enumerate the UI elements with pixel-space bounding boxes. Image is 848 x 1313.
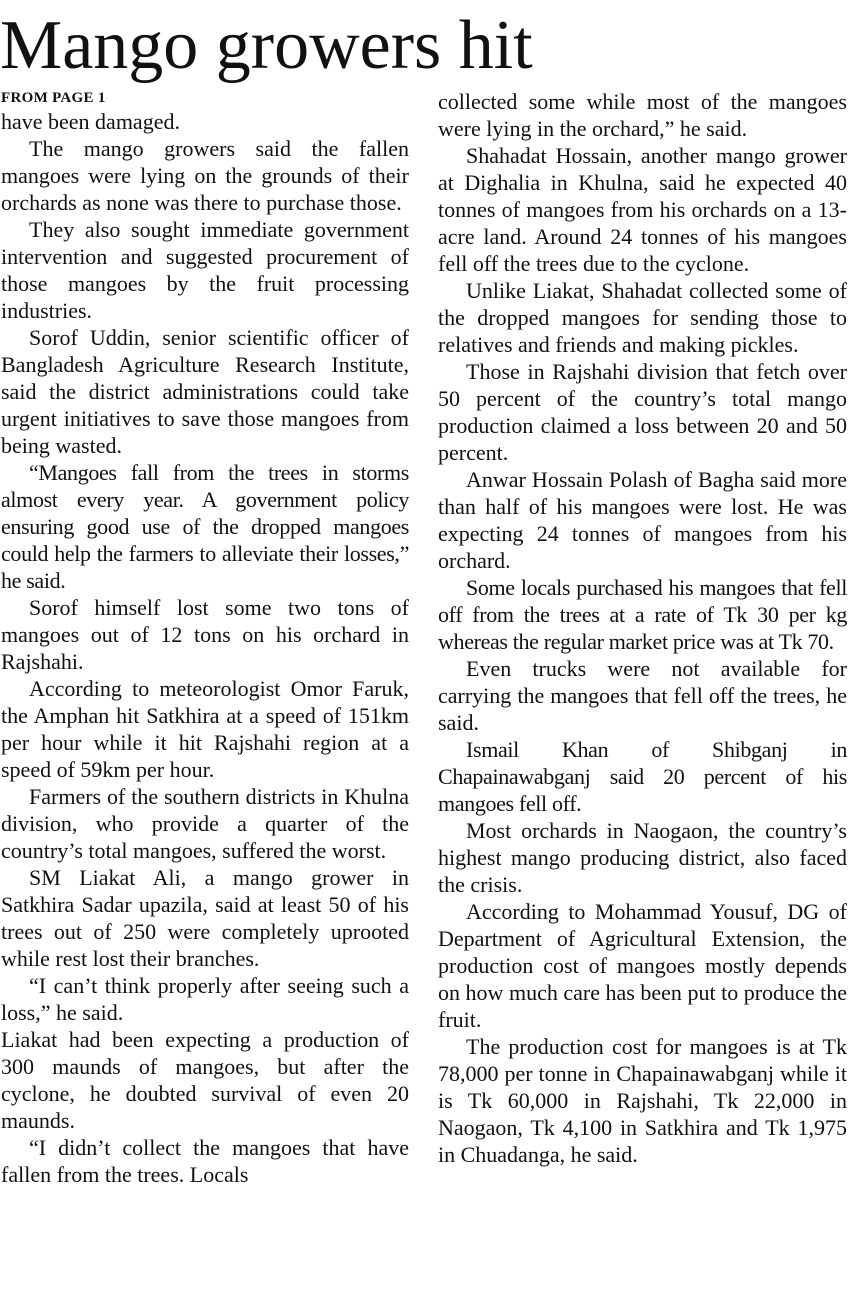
paragraph: have been damaged. xyxy=(1,109,180,134)
paragraph: Even trucks were not available for carrying the mangoes that fell off the trees, he said. xyxy=(438,656,847,735)
paragraph: The mango growers said the fallen mangoes were lying on the grounds of their orchards as none was there to purchase those. xyxy=(1,136,409,215)
paragraph: Most orchards in Naogaon, the country’s highest mango producing district, also faced the crisis. xyxy=(438,818,847,897)
paragraph: Sorof Uddin, senior scientific officer of Bangladesh Agriculture Research Institute, said the district administrations could take urgent initiatives to save those mangoes from being wasted. xyxy=(1,325,409,458)
paragraph: Unlike Liakat, Shahadat collected some of the dropped mangoes for sending those to relatives and friends and making pickles. xyxy=(438,278,847,357)
paragraph: SM Liakat Ali, a mango grower in Satkhira Sadar upazila, said at least 50 of his trees out of 250 were completely uprooted while rest lost their branches. xyxy=(1,865,409,971)
paragraph: “I didn’t collect the mangoes that have fallen from the trees. Locals xyxy=(1,1135,409,1187)
paragraph: Ismail Khan of Shibganj in Chapainawabganj said 20 percent of his mangoes fell off. xyxy=(438,737,847,816)
paragraph: They also sought immediate government intervention and suggested procurement of those mangoes by the fruit processing industries. xyxy=(1,217,409,323)
paragraph: Some locals purchased his mangoes that fell off from the trees at a rate of Tk 30 per kg whereas the regular market price was at Tk 70. xyxy=(438,575,847,654)
paragraph: Farmers of the southern districts in Khulna division, who provide a quarter of the country’s total mangoes, suffered the worst. xyxy=(1,784,409,863)
paragraph: “Mangoes fall from the trees in storms almost every year. A government policy ensuring good use of the dropped mangoes could help the farmers to alleviate their losses,” he said. xyxy=(1,460,409,593)
paragraph: Shahadat Hossain, another mango grower at Dighalia in Khulna, said he expected 40 tonnes of mangoes from his orchards on a 13-acre land. Around 24 tonnes of his mangoes fell off the trees due to the cyclone. xyxy=(438,143,847,276)
paragraph: According to Mohammad Yousuf, DG of Department of Agricultural Extension, the production cost of mangoes mostly depends on how much care has been put to produce the fruit. xyxy=(438,899,847,1032)
paragraph: Sorof himself lost some two tons of mangoes out of 12 tons on his orchard in Rajshahi. xyxy=(1,595,409,674)
article-column-left xyxy=(1,88,409,1308)
paragraph: collected some while most of the mangoes were lying in the orchard,” he said. xyxy=(438,89,847,141)
paragraph: Those in Rajshahi division that fetch over 50 percent of the country’s total mango production claimed a loss between 20 and 50 percent. xyxy=(438,359,847,465)
paragraph: The production cost for mangoes is at Tk 78,000 per tonne in Chapainawabganj while it is Tk 60,000 in Rajshahi, Tk 22,000 in Naogaon, Tk 4,100 in Satkhira and Tk 1,975 in Chuadanga, he said. xyxy=(438,1034,847,1167)
paragraph: Liakat had been expecting a production of 300 maunds of mangoes, but after the cyclone, he doubted survival of even 20 maunds. xyxy=(1,1027,409,1133)
jump-label: FROM PAGE 1 xyxy=(1,90,106,106)
paragraph: Anwar Hossain Polash of Bagha said more than half of his mangoes were lost. He was expecting 24 tonnes of mangoes from his orchard. xyxy=(438,467,847,573)
paragraph: “I can’t think properly after seeing such a loss,” he said. xyxy=(1,973,409,1025)
headline: Mango growers hit xyxy=(0,7,533,84)
article-column-right xyxy=(438,88,847,1308)
paragraph: According to meteorologist Omor Faruk, the Amphan hit Satkhira at a speed of 151km per hour while it hit Rajshahi region at a speed of 59km per hour. xyxy=(1,676,409,782)
